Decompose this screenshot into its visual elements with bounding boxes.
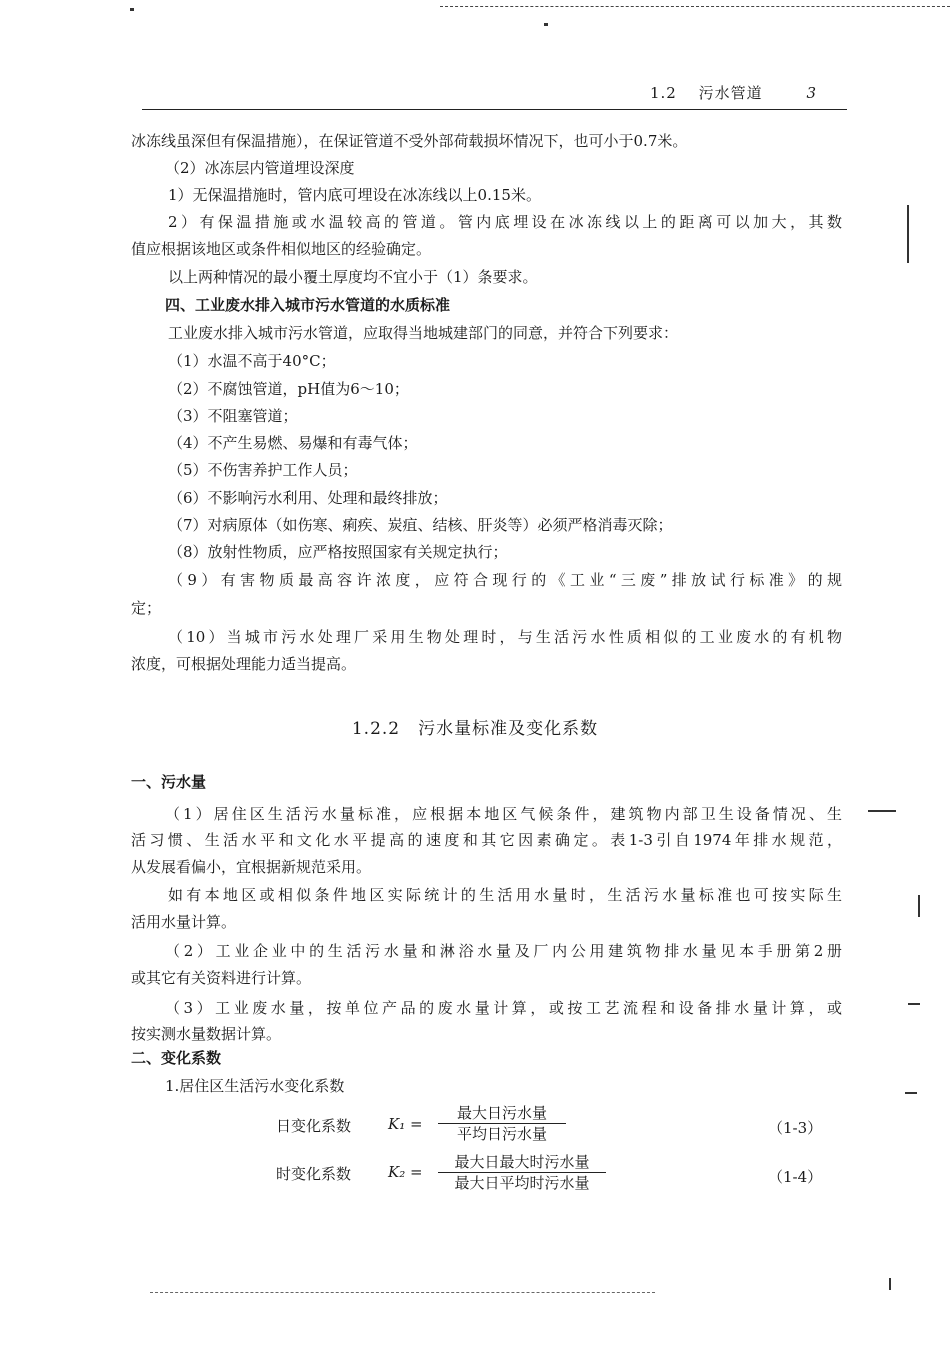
list-item: （10）当城市污水处理厂采用生物处理时，与生活污水性质相似的工业废水的有机物 (168, 628, 842, 646)
list-item: （8）放射性物质，应严格按照国家有关规定执行； (168, 543, 508, 561)
text-line: （3）工业废水量，按单位产品的废水量计算，或按工艺流程和设备排水量计算，或 (165, 999, 842, 1017)
scan-edge-dashes (440, 6, 950, 7)
text-line: 按实测水量数据计算。 (131, 1025, 282, 1043)
scan-mark (868, 810, 896, 812)
text-line: 以上两种情况的最小覆土厚度均不宜小于（1）条要求。 (168, 268, 538, 286)
formula-label: 时变化系数 (276, 1165, 352, 1183)
scan-mark (907, 205, 909, 263)
text-line: 2）有保温措施或水温较高的管道。管内底埋设在冰冻线以上的距离可以加大，其数 (168, 213, 842, 231)
text-line: 活用水量计算。 (131, 913, 237, 931)
header-rule (142, 109, 847, 110)
text-line: 浓度，可根据处理能力适当提高。 (131, 655, 357, 673)
text-line: 1.居住区生活污水变化系数 (165, 1077, 345, 1095)
running-header (620, 82, 850, 103)
fraction-denominator: 平均日污水量 (456, 1125, 547, 1143)
list-item: （4）不产生易燃、易爆和有毒气体； (168, 434, 418, 452)
text-line: 1）无保温措施时，管内底可埋设在冰冻线以上0.15米。 (168, 186, 541, 204)
fraction-bar (438, 1172, 606, 1173)
list-item: （1）水温不高于40°C； (168, 352, 336, 370)
list-item: （5）不伤害养护工作人员； (168, 461, 358, 479)
scan-mark (889, 1278, 891, 1290)
text-line: 如有本地区或相似条件地区实际统计的生活用水量时，生活污水量标准也可按实际生 (168, 886, 842, 904)
list-item: （6）不影响污水利用、处理和最终排放； (168, 489, 448, 507)
header-section-number: 1.2 (650, 84, 677, 102)
formula-variable: K₁ = (388, 1115, 423, 1133)
formula-fraction (438, 1153, 606, 1192)
fraction-bar (438, 1123, 566, 1124)
text-line: （2）工业企业中的生活污水量和淋浴水量及厂内公用建筑物排水量见本手册第2册 (165, 942, 842, 960)
heading: 一、污水量 (131, 773, 207, 791)
text-line: 冰冻线虽深但有保温措施），在保证管道不受外部荷载损坏情况下，也可小于0.7米。 (131, 132, 688, 150)
fraction-numerator: 最大日最大时污水量 (454, 1153, 590, 1171)
scan-mark (130, 8, 134, 11)
equation-number: （1-3） (768, 1119, 823, 1137)
formula-fraction (438, 1104, 566, 1143)
fraction-denominator: 最大日平均时污水量 (454, 1174, 590, 1192)
heading: 四、工业废水排入城市污水管道的水质标准 (165, 296, 451, 314)
scan-bottom-dashes (150, 1292, 655, 1293)
formula-label: 日变化系数 (276, 1117, 352, 1135)
fraction-numerator: 最大日污水量 (456, 1104, 547, 1122)
list-item: （9）有害物质最高容许浓度，应符合现行的《工业“三废”排放试行标准》的规 (168, 571, 842, 589)
header-section-name: 污水管道 (698, 84, 763, 102)
page-number: 3 (806, 84, 817, 102)
text-line: 从发展看偏小，宜根据新规范采用。 (131, 858, 372, 876)
scan-mark (918, 895, 920, 917)
text-line: 定； (131, 599, 162, 617)
text-line: 或其它有关资料进行计算。 (131, 969, 312, 987)
text-line: （1）居住区生活污水量标准，应根据本地区气候条件，建筑物内部卫生设备情况、生 (165, 805, 842, 823)
formula-variable: K₂ = (388, 1163, 423, 1181)
heading: 二、变化系数 (131, 1049, 222, 1067)
scan-mark (908, 1003, 920, 1005)
equation-number: （1-4） (768, 1168, 823, 1186)
text-line: 活习惯、生活水平和文化水平提高的速度和其它因素确定。表1-3引自1974年排水规范， (131, 831, 842, 849)
list-item: （3）不阻塞管道； (168, 407, 298, 425)
text-line: 工业废水排入城市污水管道，应取得当地城建部门的同意，并符合下列要求： (168, 324, 679, 342)
text-line: （2）冰冻层内管道埋设深度 (165, 159, 355, 177)
section-title: 1.2.2 污水量标准及变化系数 (351, 719, 599, 739)
list-item: （7）对病原体（如伤寒、痢疾、炭疽、结核、肝炎等）必须严格消毒灭除； (168, 516, 673, 534)
text-line: 值应根据该地区或条件相似地区的经验确定。 (131, 240, 432, 258)
scan-mark (544, 23, 548, 26)
scan-mark (905, 1092, 917, 1094)
list-item: （2）不腐蚀管道，pH值为6～10； (168, 380, 409, 398)
